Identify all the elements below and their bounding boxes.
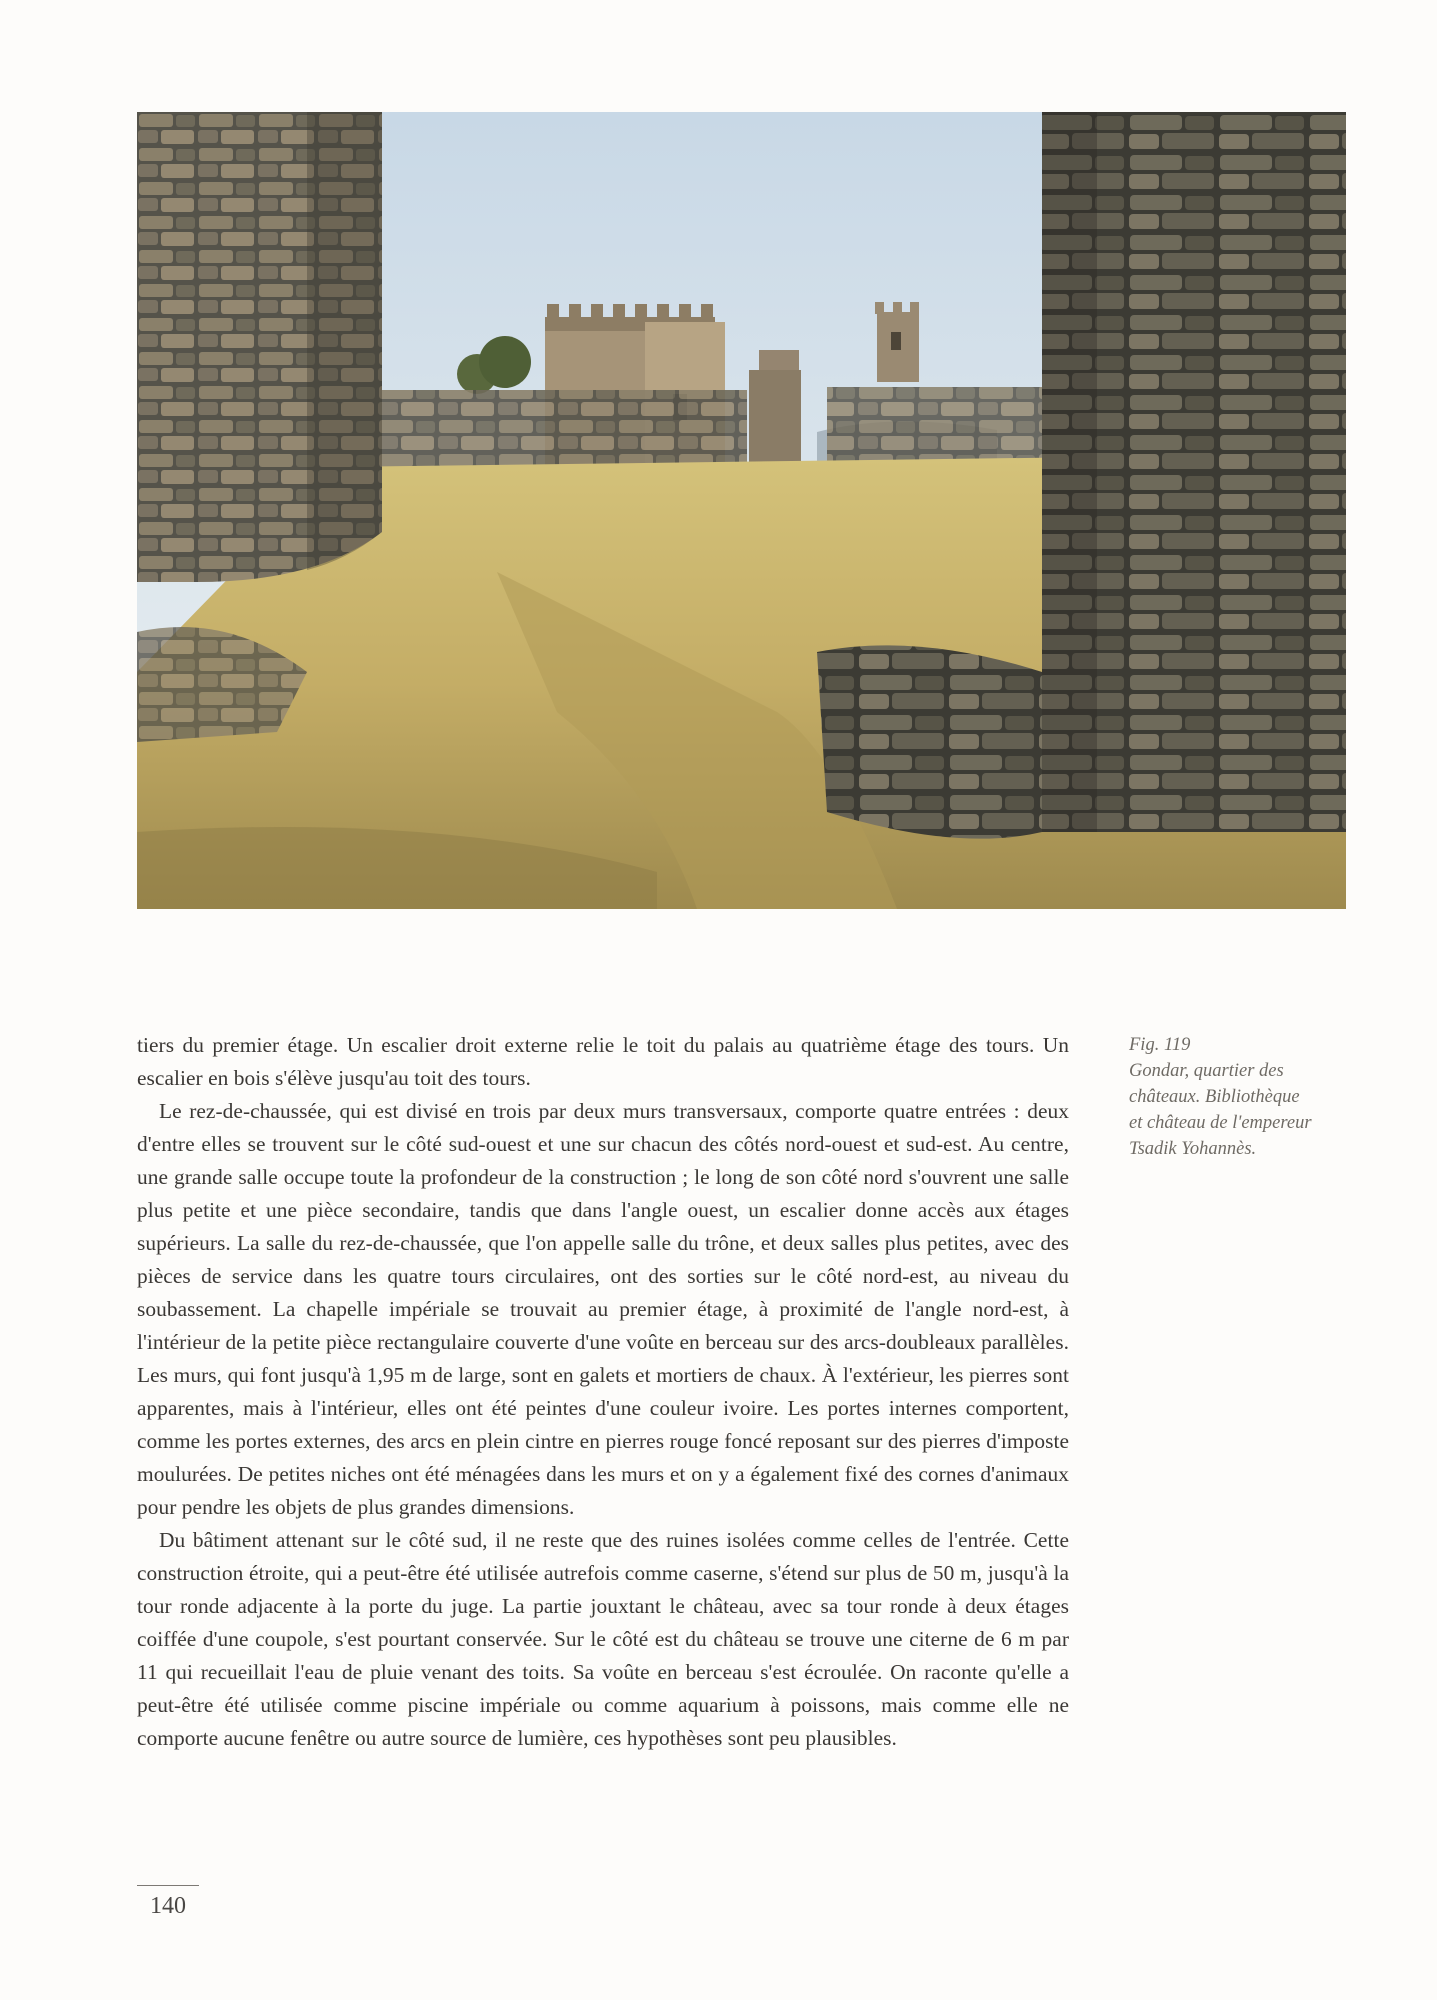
figure-label: Fig. 119 (1129, 1035, 1191, 1055)
caption-line: châteaux. Bibliothèque (1129, 1087, 1300, 1107)
folio-rule (137, 1885, 199, 1886)
paragraph-1: tiers du premier étage. Un escalier droit externe relie le toit du palais au quatrième étage des tours. Un escalier en bois s'élève jusqu'au toit des tours. (137, 1033, 1069, 1090)
caption-line: Gondar, quartier des (1129, 1061, 1284, 1081)
figure-caption (1129, 1032, 1349, 1162)
body-text (137, 1029, 1069, 1755)
caption-line: et château de l'empereur (1129, 1113, 1312, 1133)
castle-photo (137, 112, 1346, 909)
paragraph-2: Le rez-de-chaussée, qui est divisé en trois par deux murs transversaux, comporte quatre entrées : deux d'entre elles se trouvent sur le côté sud-ouest et une sur chacun des côtés nord-ouest et sud-est. Au centre, une grande salle occupe toute la profondeur de la construction ; le long de son côté nord s'ouvrent une salle plus petite et une pièce secondaire, tandis que dans l'angle ouest, un escalier donne accès aux étages supérieurs. La salle du rez-de-chaussée, que l'on appelle salle du trône, et deux salles plus petites, avec des pièces de service dans les quatre tours circulaires, ont des sorties sur le côté nord-est, au niveau du soubassement. La chapelle impériale se trouvait au premier étage, à proximité de l'angle nord-est, à l'intérieur de la petite pièce rectangulaire couverte d'une voûte en berceau sur des arcs-doubleaux parallèles. Les murs, qui font jusqu'à 1,95 m de large, sont en galets et mortiers de chaux. À l'extérieur, les pierres sont apparentes, mais à l'intérieur, elles ont été peintes d'une couleur ivoire. Les portes internes comportent, comme les portes externes, des arcs en plein cintre en pierres rouge foncé reposant sur des pierres d'imposte moulurées. De petites niches ont été ménagées dans les murs et on y a également fixé des cornes d'animaux pour pendre les objets de plus grandes dimensions. (137, 1099, 1069, 1519)
paragraph-3: Du bâtiment attenant sur le côté sud, il ne reste que des ruines isolées comme celles de l'entrée. Cette construction étroite, qui a peut-être été utilisée autrefois comme caserne, s'étend sur plus de 50 m, jusqu'à la tour ronde adjacente à la porte du juge. La partie jouxtant le château, avec sa tour ronde à deux étages coiffée d'une coupole, s'est pourtant conservée. Sur le côté est du château se trouve une citerne de 6 m par 11 qui recueillait l'eau de pluie venant des toits. Sa voûte en berceau s'est écroulée. On raconte qu'elle a peut-être été utilisée comme piscine impériale ou comme aquarium à poissons, mais comme elle ne comporte aucune fenêtre ou autre source de lumière, ces hypothèses sont peu plausibles. (137, 1528, 1069, 1750)
caption-line: Tsadik Yohannès. (1129, 1139, 1257, 1159)
castle-ruins-illustration (137, 112, 1346, 909)
page-number: 140 (150, 1893, 186, 1919)
